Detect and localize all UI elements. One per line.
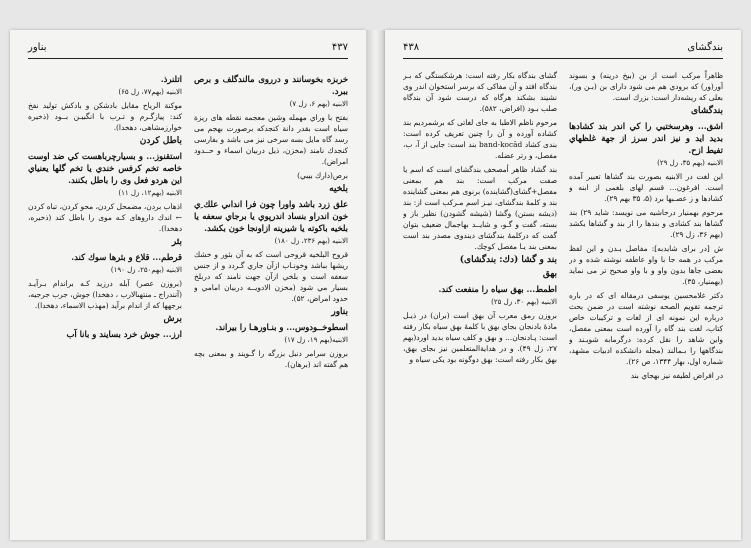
quote-line: علق زرد باشد واورا چون فرا انداىي علك ِي خون اندراو بنساد اندرپوي يا برجاي سعفه يا بلخيه باكوته يا شيرينه ازاونجا خون بكشد. xyxy=(194,199,348,233)
source-citation: الابنیه (بهم۷۷، زل ۶۵) xyxy=(118,88,182,96)
headword: بند و گشا (دك: بندگشای) xyxy=(459,255,557,265)
source-citation: الابنیه (بهم ۶، زل ۷) xyxy=(289,100,348,108)
source-citation: الابنیه (بهم ۳۰، زل ۲۵) xyxy=(491,298,557,306)
paragraph: دکتر غلامحسین یوسفی درمقاله ای كه در باره ترجمه تقويم الصحه نوشته است در ضمن بحث درباره این نمونه ای از لغات و تركيبات خاص کتاب، لغت بند گاه را آورده است بمعنی مفصل، واین شاهد را نقل كرده: درگرمابه شويـند و بندگاهها را بـمالند (مجله دانشكده ادبیات مشهد، شماره اول، بهار ۱۳۴۴، ص ۲۶). xyxy=(569,291,723,366)
right-page-col-left xyxy=(403,70,557,530)
quote-line: اتلنرذ. xyxy=(160,74,182,84)
headword: بثر xyxy=(171,237,182,247)
headword: بندگشاى xyxy=(690,106,723,116)
quote-line: اسطوخــودوس... و بنـاورهـا را بيراند. xyxy=(215,322,348,332)
paragraph: گشای بندگاه بکار رفته است: هرشكستگي که بـر بندگاه افتد و آن مفاكی که برسر استخوان اندر وی نشیند بشكند هرگاه که درست شود آن بندگاه صلب بـود (افراض، ۵۸۲). xyxy=(403,71,557,113)
source-citation: الابنیه (بهم ۲۳۶، زل ۱۸۰) xyxy=(274,237,348,245)
paragraph: بروزن رمق معرب آن بهق است (بران) در ذيـل مادهٔ بادنجان بجاي بهق با کلمهٔ بهق سياه بكار رفته است: پـادنجان... و بهق و كلف سياه بديد اورد(بهم ۲۷، زل ۴۹). و در هدايةالمتعلمين نيز بجای بهق، بهق بكار رفته است: بهق دوگونه بود يكى سياه و xyxy=(403,311,557,364)
headword: بناور xyxy=(331,307,348,317)
paragraph: در افراض لطيفه نيز بهجاي بند xyxy=(630,371,723,380)
left-page-header xyxy=(28,42,348,59)
quote-line: اطمط... بهق سياه را منفعت كند. xyxy=(438,284,557,294)
paragraph: بند گشاد ظاهر أمصحف بندگشای است که اسم یا صفت مرکب است: بند هم بمعنی مفصل+گشای(گشاینده) برنوی هم بمعنی گشاينده بند و كلمهٔ بندگشای، نیـز اسم مـرکب است از: بند (ديشه بستن) وگشا (شیشه گشودن) نظير باز و بسته، گفت و گـو، و شایــد بهاجمال ضعيف بتوان گفت كه دركلمهٔ بندگشاى ديندوى مصدر بند است بمعنی بند يـا مفصل كوچك. xyxy=(403,165,557,251)
left-page xyxy=(10,30,366,540)
quote-line: قرطم... قلاع و بثرها سوك كند. xyxy=(71,252,182,262)
right-page-number: ۴۳۸ xyxy=(403,42,420,53)
paragraph: بفتح با وراي مهمله وشين معجمه نقطه هاى ريزة سياه است بقدر دانة كنجدكه برصورت بهجم مى رسد گاه مايل بسه سرخى نيز مى باشد و بفارسى كنجدك نامند (مخزن، ذيل دربيان اسماء و حــدود امراض). xyxy=(194,113,348,166)
right-page-header xyxy=(403,42,723,59)
paragraph: برص(دارك بيبي) xyxy=(297,171,348,180)
left-page-columns xyxy=(28,70,348,530)
quote-line: خربزه بخوسانند و درروی مالندگلف و برص ببرد. xyxy=(194,74,348,96)
right-page xyxy=(385,30,741,540)
left-page-number: ۴۳۷ xyxy=(331,42,348,53)
source-citation: الابنیه (بهم۲۵۰، زل ۱۹۰) xyxy=(110,266,182,274)
source-citation: الابنیه (بهم۱۲، زل ۱۱) xyxy=(118,189,182,197)
paragraph: این لغت در الابنیه بصورت بند گشاها تعبير آمده است. افرغون... قسم لهاى بلغمى از ابنه و كشادها و ز عصـبها برد (۵، ۳۵ بهم ۲۹). xyxy=(569,172,723,203)
headword: بلخيه xyxy=(329,184,348,194)
paragraph: موكنة الرياح مقابل بادشكن و بادكش تولید نفخ كند: پیازگـرم و تـرب با انگبیـن بــود (ذخیره خوارزمشاهی، دهخدا). xyxy=(28,101,182,132)
paragraph: مرحوم ناظم الاطبا به جای لغاتی که برشمرديم بند كشاده آورده و آن را چنین تعریف کرده است: بندی كشاد band-kocād بند است: جایی از آ، ب، مفصل، و رتر عضله. xyxy=(403,118,557,160)
left-page-col-right xyxy=(194,70,348,530)
paragraph: ظاهراً مركب است از بن (بيخ درينه) و بسوند آور(ور) كه برودي هم مى شود داراى بن (بـن ور)، بعلى كه ريشه‌دار است: بزرك است. xyxy=(569,71,723,102)
paragraph: مرحوم بهمنیار درحاشیه می نویسد: شايد ۲۹) بند گشاها بند كشادى و بندها را از بند و گشاها يكشد (بهم ۳۶، زل ۲۹). xyxy=(569,208,723,239)
paragraph: بروزن سرامر دنبل بزرگه را گـويند و بمعنی بچه هم گفته اند (برهان). xyxy=(194,349,348,369)
left-running-title: بناور xyxy=(28,42,47,53)
paragraph: اذهاب بردن، مضمحل كردن، محو كردن، تباه كردن ← اندك داروهاى كـه موى را باطل كند (ذخيره، دهخدا). xyxy=(28,202,182,233)
headword: برش xyxy=(163,314,182,324)
quote-line: استقنوز... و بسيارچرباهست كي ضد اوست خاصه تخم كرفس خندي يا تخم گلها یعنياي اين هردو فعل وى را باطل بكنند. xyxy=(28,151,182,185)
quote-line: ارز... جوش خرد بسايند و بانا آب xyxy=(66,329,182,339)
book-gutter xyxy=(366,30,385,540)
right-page-col-right xyxy=(569,70,723,530)
headword: باطل كردن xyxy=(139,136,182,146)
source-citation: الابنیه(بهم ۱۹، زل ۱۷) xyxy=(284,336,348,344)
headword: بهق xyxy=(542,269,557,279)
paragraph: (بروزن عصر) آبله درزيد كـه براندام بـرآيـد (آنندراج ـ منتهىالارب ، دهخدا) جوش، جرب جرجيه، برجهها كه از اندام برآيد (مهذب الاسماء، دهخدا). xyxy=(28,279,182,310)
paragraph: ش [در برای شایدبه]: مفاصل بـدن و این لفظ مرکب در همه جا با واو عاطفه نوشته شده و در بعضی جاها بدون واو و با واو صحیح تر می نماید (بهمنیار، ۳۵). xyxy=(569,244,723,286)
source-citation: الابنیه (بهم ۳۵، زل ۲۹) xyxy=(657,159,723,167)
right-page-columns xyxy=(403,70,723,530)
paragraph: قروح البلخيه قروحى است كه به آن بثور و خشك ريشها بباشد وخونـاب ازآن جاري گـردد و از جنس سعفه است و بلخي ازآن جهت نامند كه دربلخ بسيار مي شود (مخزن الادويــه دربيان امامي و حدود امراض، ۵۲). xyxy=(194,250,348,303)
quote-line: اشق... وهرسختيي را كي اندر بند كشادها بديد ايد و نيز اندر سرز از جهة غلظهاي تفيط ازح. xyxy=(569,121,723,155)
left-page-col-left xyxy=(28,70,182,530)
right-running-title: بندگشاى xyxy=(687,42,723,53)
